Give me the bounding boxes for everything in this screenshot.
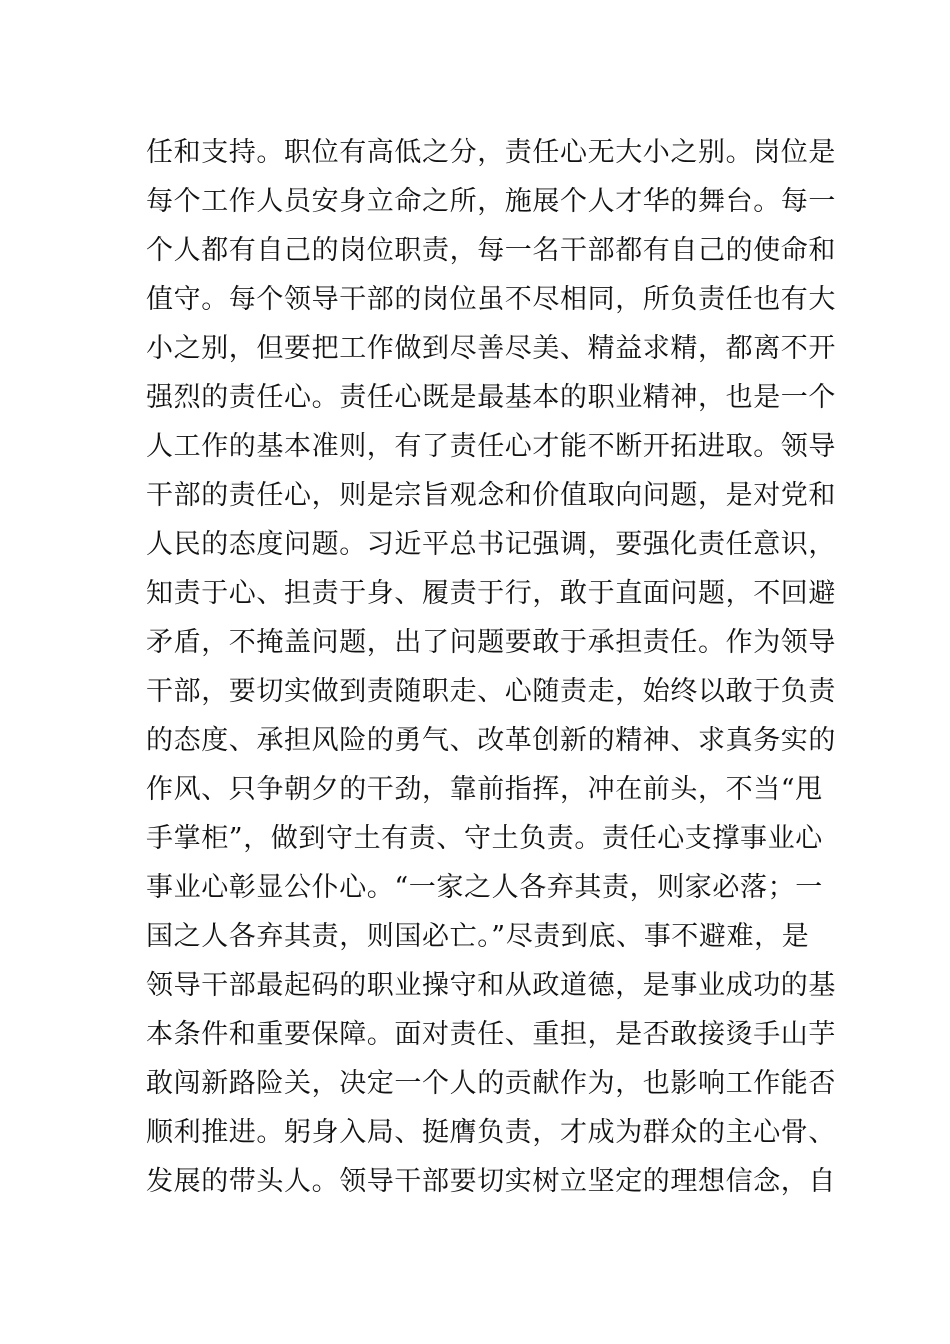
text-line-21: 顺利推进。躬身入局、挺膺负责，才成为群众的主心骨、	[146, 1117, 836, 1148]
text-line-18: 领导干部最起码的职业操守和从政道德，是事业成功的基	[146, 970, 836, 1001]
body-text	[146, 128, 836, 1206]
text-line-20: 敢闯新路险关，决定一个人的贡献作为，也影响工作能否	[146, 1068, 836, 1099]
text-line-9: 人民的态度问题。习近平总书记强调，要强化责任意识，	[146, 529, 836, 560]
text-line-1: 任和支持。职位有高低之分，责任心无大小之别。岗位是	[146, 137, 836, 168]
text-line-13: 的态度、承担风险的勇气、改革创新的精神、求真务实的	[146, 725, 836, 756]
text-line-12: 干部，要切实做到责随职走、心随责走，始终以敢于负责	[146, 676, 836, 707]
text-line-7: 人工作的基本准则，有了责任心才能不断开拓进取。领导	[146, 431, 836, 462]
text-line-5: 小之别，但要把工作做到尽善尽美、精益求精，都离不开	[146, 333, 836, 364]
text-line-11: 矛盾，不掩盖问题，出了问题要敢于承担责任。作为领导	[146, 627, 836, 658]
text-line-16: 事业心彰显公仆心。“一家之人各弃其责，则家必落；一	[146, 872, 823, 903]
text-line-22: 发展的带头人。领导干部要切实树立坚定的理想信念，自	[146, 1166, 836, 1197]
text-line-14: 作风、只争朝夕的干劲，靠前指挥，冲在前头，不当“甩	[146, 774, 823, 805]
text-line-15: 手掌柜”，做到守土有责、守土负责。责任心支撑事业心	[146, 823, 823, 854]
text-line-19: 本条件和重要保障。面对责任、重担，是否敢接烫手山芋	[146, 1019, 836, 1050]
text-line-2: 每个工作人员安身立命之所，施展个人才华的舞台。每一	[146, 186, 836, 217]
text-line-3: 个人都有自己的岗位职责，每一名干部都有自己的使命和	[146, 235, 836, 266]
text-line-10: 知责于心、担责于身、履责于行，敢于直面问题，不回避	[146, 578, 836, 609]
text-line-6: 强烈的责任心。责任心既是最基本的职业精神，也是一个	[146, 382, 836, 413]
text-line-17: 国之人各弃其责，则国必亡。”尽责到底、事不避难，是	[146, 921, 810, 952]
text-line-4: 值守。每个领导干部的岗位虽不尽相同，所负责任也有大	[146, 284, 836, 315]
text-line-8: 干部的责任心，则是宗旨观念和价值取向问题，是对党和	[146, 480, 836, 511]
